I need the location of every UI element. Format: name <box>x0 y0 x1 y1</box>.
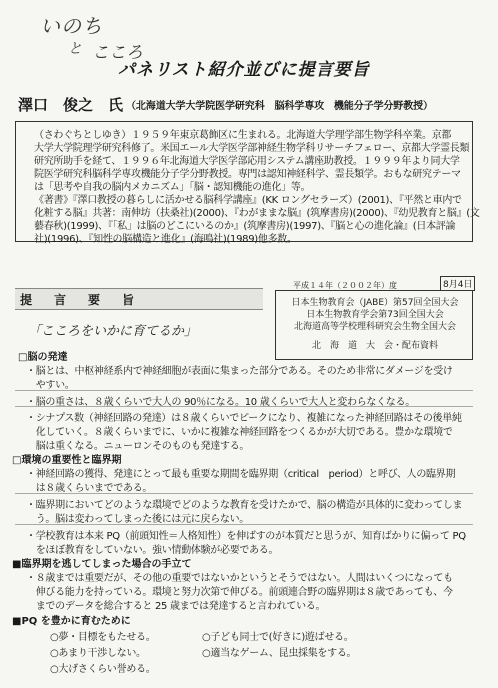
conference-line: 北海道高等学校理科研究会生物全国大会 <box>293 322 456 332</box>
critical-period-line: 伸びる能力を持っている。環境と努力次第で伸びる。前頭連合野の臨界期は８歳であっても、今 <box>26 587 453 598</box>
bio-line: 《著書》『澤口教授の暮らしに活かせる脳科学講座』(KK ロングセラーズ）(2001)、『平然と車内で <box>34 195 462 206</box>
conference-line: 北 海 道 大 会・配布資料 <box>311 341 438 351</box>
brain-dev-line: ・脳とは、中枢神経系内で神経細胞が表面に集まった部分である。そのため非常にダメージを受け <box>26 366 453 377</box>
critical-period-heading: ■臨界期を逃してしまった場合の手立て <box>12 559 192 570</box>
handwritten-inochi: いのち <box>40 14 103 38</box>
pq-heading: ■PQ を豊かに育むために <box>12 616 131 627</box>
divider <box>15 406 473 407</box>
environment-line: をほぼ教育をしていない。強い情動体験が必要である。 <box>26 545 279 556</box>
conference-stamp <box>275 290 473 360</box>
environment-line: ・臨界期においてどのような環境でどのような教育を受けたかで、脳の構造が具体的に変わってしま <box>26 500 463 511</box>
pq-item: ○大げさくらい誉める。 <box>50 664 156 675</box>
brain-dev-line: 脳は重くなる。ニューロンそのものも発達する。 <box>26 441 250 452</box>
brain-dev-line: 化していく。８歳くらいまでに、いかに複雑な神経回路をつくるかが大切である。豊かな環境で <box>26 427 453 438</box>
bio-line: 大学大学院理学研究科修了。米国エール大学医学部神経生物学科リサーチフェロー、京都大学霊長類 <box>34 143 470 154</box>
pq-item: ○あまり干渉しない。 <box>50 648 146 659</box>
pq-item: ○適当なゲーム、昆虫採集をする。 <box>202 648 357 659</box>
subtitle: 「こころをいかに育てるか」 <box>28 324 198 339</box>
year-line: 平成１４年（２００２年）度 <box>293 281 397 290</box>
bio-line: 院医学研究科脳科学専攻機能分子学分野教授。専門は認知神経科学、霊長類学。おもな研究テーマ <box>34 169 461 180</box>
environment-line: ・学校教育は本来 PQ（前頭知性＝人格知性）を伸ばすのが本質だと思うが、知育ばかりに偏って PQ <box>26 531 466 542</box>
handwritten-kokoro: こころ <box>92 43 143 63</box>
conference-line: 日本生物教育学会第73回全国大会 <box>306 310 444 320</box>
brain-dev-line: ・脳の重さは、８歳くらいで大人の 90％になる。10 歳くらいで大人と変わらなくなる。 <box>26 397 415 408</box>
critical-period-line: までのデータを総合すると 25 歳までは発達すると言われている。 <box>26 601 326 612</box>
critical-period-line: ・８歳までは重要だが、その他の重要ではないかというとそうではない。人間はいくつになっても <box>26 573 453 584</box>
page-title: パネリスト紹介並びに提言要旨 <box>118 60 370 80</box>
bio-line: （さわぐちとしゆき）１９５９年東京葛飾区に生まれる。北海道大学理学部生物学科卒業。京都 <box>34 130 452 141</box>
speaker-name: 澤口 俊之 氏 <box>18 96 124 114</box>
bio-line: は「思考や自我の脳内メカニズム」「脳・認知機能の進化」等。 <box>34 182 311 193</box>
conference-line: 日本生物教育会（JABE）第57回全国大会 <box>291 298 459 308</box>
bio-line: 社)(1996)、『知性の脳構造と進化』(海鳴社)(1989)他多数。 <box>34 234 297 245</box>
bio-line: 研究所助手を経て、１９９６年北海道大学医学部応用システム講座助教授。１９９９年より同大学 <box>34 156 460 167</box>
brain-dev-line: やすい。 <box>26 380 75 391</box>
divider <box>15 390 473 391</box>
divider <box>15 524 473 525</box>
bio-line: 藝春秋)(1999)、『「私」は脳のどこにいるのか』(筑摩書房)(1997)、『脳と心の進化論』(日本評論 <box>34 221 456 232</box>
section-title: 提 言 要 旨 <box>20 293 140 307</box>
environment-heading: □環境の重要性と臨界期 <box>12 455 122 466</box>
brain-dev-line: ・シナプス数（神経回路の発達）は８歳くらいでピークになり、複雑になった神経回路はその後単純 <box>26 413 462 424</box>
pq-item: ○夢・目標をもたせる。 <box>50 632 156 643</box>
environment-line: ・神経回路の獲得、発達にとって最も重要な期間を臨界期（critical period）と呼び、人の臨界期 <box>26 469 456 480</box>
date-stamp: 8月4日 <box>440 276 475 291</box>
environment-line: は８歳くらいまでである。 <box>26 483 153 494</box>
bio-box <box>15 121 480 245</box>
speaker-affiliation: （北海道大学大学院医学研究科 脳科学専攻 機能分子学分野教授） <box>126 101 433 112</box>
pq-item: ○子ども同士で(好きに)遊ばせる。 <box>202 632 354 643</box>
handwritten-to: と <box>68 41 82 57</box>
divider <box>15 493 473 494</box>
environment-line: う。脳は変わってしまった後には元に戻らない。 <box>26 514 249 525</box>
bio-line: 化粧する脳』共著：南伸坊（扶桑社)(2000)、『わがままな脳』(筑摩書房)(2000)、『幼児教育と脳』(文 <box>34 208 480 219</box>
brain-dev-heading: □脳の発達 <box>18 352 68 363</box>
